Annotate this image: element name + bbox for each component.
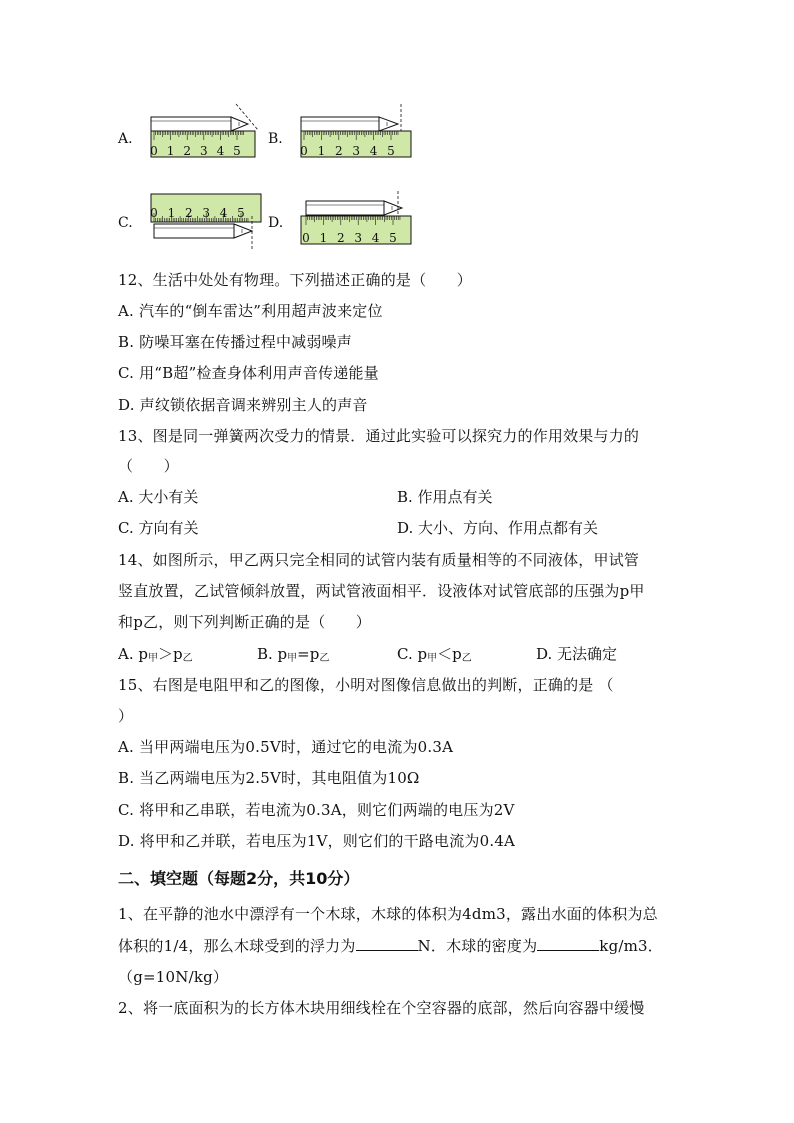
ruler-tick-label: 4 <box>216 144 225 158</box>
q13-option-c: C. 方向有关 <box>118 519 199 537</box>
q14-option-c <box>397 644 472 669</box>
q15-stem-line2: ） <box>118 707 134 725</box>
figure-option-b-label: B. <box>268 131 283 147</box>
fill1-blank-buoyancy[interactable] <box>356 936 418 951</box>
q14-stem-line2: 竖直放置，乙试管倾斜放置，两试管液面相平．设液体对试管底部的压强为p甲 <box>118 582 645 600</box>
fill1-line1: 1、在平静的池水中漂浮有一个木球，木球的体积为4dm3，露出水面的体积为总 <box>118 905 658 923</box>
ruler-tick-label: 5 <box>233 144 241 158</box>
q14-option-b-sub1: 甲 <box>287 653 298 664</box>
q14-option-c-sub1: 甲 <box>427 653 438 664</box>
q14-option-b-op: =p <box>297 645 320 663</box>
fill1-text-a: 体积的1/4，那么木球受到的浮力为 <box>118 937 356 955</box>
ruler-tick-label: 2 <box>334 144 343 158</box>
q13-option-d: D. 大小、方向、作用点都有关 <box>397 519 599 537</box>
pencil-body <box>306 201 384 215</box>
q14-option-c-op: ＜p <box>437 645 462 663</box>
ruler-tick-label: 1 <box>317 144 326 158</box>
q14-option-b <box>257 644 329 669</box>
q13-stem-line2: （ ） <box>118 457 179 475</box>
ruler-tick-label: 2 <box>183 144 192 158</box>
q12-option-c: C. 用“B超”检查身体利用声音传递能量 <box>118 364 379 382</box>
ruler-tick-label: 0 <box>150 206 158 220</box>
fill1-text-c: kg/m3． <box>599 937 663 955</box>
q13-option-b: B. 作用点有关 <box>397 488 493 506</box>
ruler-figure-c <box>148 192 266 252</box>
ruler-figure-b <box>298 104 416 164</box>
ruler-tick-label: 0 <box>302 231 310 245</box>
ruler-tick-label: 3 <box>202 206 211 220</box>
pencil-tip <box>231 117 248 131</box>
q14-option-d-prefix: D. 无法确定 <box>536 645 618 663</box>
q15-option-d: D. 将甲和乙并联，若电压为1V，则它们的干路电流为0.4A <box>118 832 516 850</box>
ruler-tick-label: 3 <box>352 144 361 158</box>
q14-option-a-op: ＞p <box>157 645 183 663</box>
ruler-tick-label: 1 <box>166 144 175 158</box>
q12-stem: 12、生活中处处有物理。下列描述正确的是（ ） <box>118 271 472 289</box>
ruler-tick-label: 4 <box>371 231 380 245</box>
q14-option-b-prefix: B. p <box>257 645 288 663</box>
pencil-body <box>154 224 234 238</box>
q15-option-a: A. 当甲两端电压为0.5V时，通过它的电流为0.3A <box>118 738 454 756</box>
fill1-line2 <box>118 936 663 956</box>
fill2-line1: 2、将一底面积为的长方体木块用细线栓在个空容器的底部，然后向容器中缓慢 <box>118 999 645 1017</box>
q14-option-a-prefix: A. p <box>118 645 148 663</box>
pencil-body <box>301 117 379 131</box>
pencil-body <box>151 117 231 131</box>
q14-option-c-sub2: 乙 <box>461 653 472 664</box>
q15-option-b: B. 当乙两端电压为2.5V时，其电阻值为10Ω <box>118 769 420 787</box>
figure-option-d-label: D. <box>268 215 284 231</box>
q15-option-c: C. 将甲和乙串联，若电流为0.3A，则它们两端的电压为2V <box>118 801 515 819</box>
pencil-tip <box>384 201 402 215</box>
q14-option-c-prefix: C. p <box>397 645 428 663</box>
ruler-tick-label: 0 <box>150 144 158 158</box>
ruler-tick-label: 1 <box>319 231 328 245</box>
ruler-tick-label: 5 <box>389 231 397 245</box>
q14-stem-line1: 14、如图所示，甲乙两只完全相同的试管内装有质量相等的不同液体，甲试管 <box>118 551 640 569</box>
ruler-tick-label: 3 <box>199 144 208 158</box>
pencil-tip <box>379 117 398 131</box>
ruler-tick-label: 1 <box>167 206 176 220</box>
q12-option-d: D. 声纹锁依据音调来辨别主人的声音 <box>118 396 368 414</box>
ruler-tick-label: 2 <box>184 206 193 220</box>
ruler-tick-label: 2 <box>336 231 345 245</box>
q12-option-a: A. 汽车的“倒车雷达”利用超声波来定位 <box>118 302 383 320</box>
q14-option-a <box>118 644 193 669</box>
fill1-line3: （g=10N/kg） <box>118 968 229 986</box>
q12-option-b: B. 防噪耳塞在传播过程中减弱噪声 <box>118 333 352 351</box>
fill1-blank-density[interactable] <box>537 936 599 951</box>
section-2-title: 二、填空题（每题2分，共10分） <box>118 869 360 888</box>
q14-option-b-sub2: 乙 <box>319 653 330 664</box>
ruler-tick-label: 5 <box>387 144 395 158</box>
ruler-tick-label: 3 <box>354 231 363 245</box>
pencil-tip <box>234 224 252 238</box>
ruler-tick-label: 0 <box>300 144 308 158</box>
q13-option-a: A. 大小有关 <box>118 488 199 506</box>
q14-stem-line3: 和p乙，则下列判断正确的是（ ） <box>118 613 372 631</box>
ruler-tick-label: 4 <box>369 144 378 158</box>
ruler-figure-a <box>148 104 263 164</box>
ruler-tick-label: 4 <box>219 206 228 220</box>
fill1-text-b: N．木球的密度为 <box>417 937 538 955</box>
q13-stem-line1: 13、图是同一弹簧两次受力的情景．通过此实验可以探究力的作用效果与力的 <box>118 427 640 445</box>
q14-option-a-sub2: 乙 <box>182 653 193 664</box>
figure-option-a-label: A. <box>118 131 133 147</box>
figure-option-c-label: C. <box>118 215 133 231</box>
q15-stem-line1: 15、右图是电阻甲和乙的图像，小明对图像信息做出的判断，正确的是 （ <box>118 676 614 694</box>
q14-option-d <box>536 644 617 664</box>
ruler-figure-d <box>298 188 416 250</box>
q14-option-a-sub1: 甲 <box>147 653 158 664</box>
ruler-tick-label: 5 <box>237 206 245 220</box>
